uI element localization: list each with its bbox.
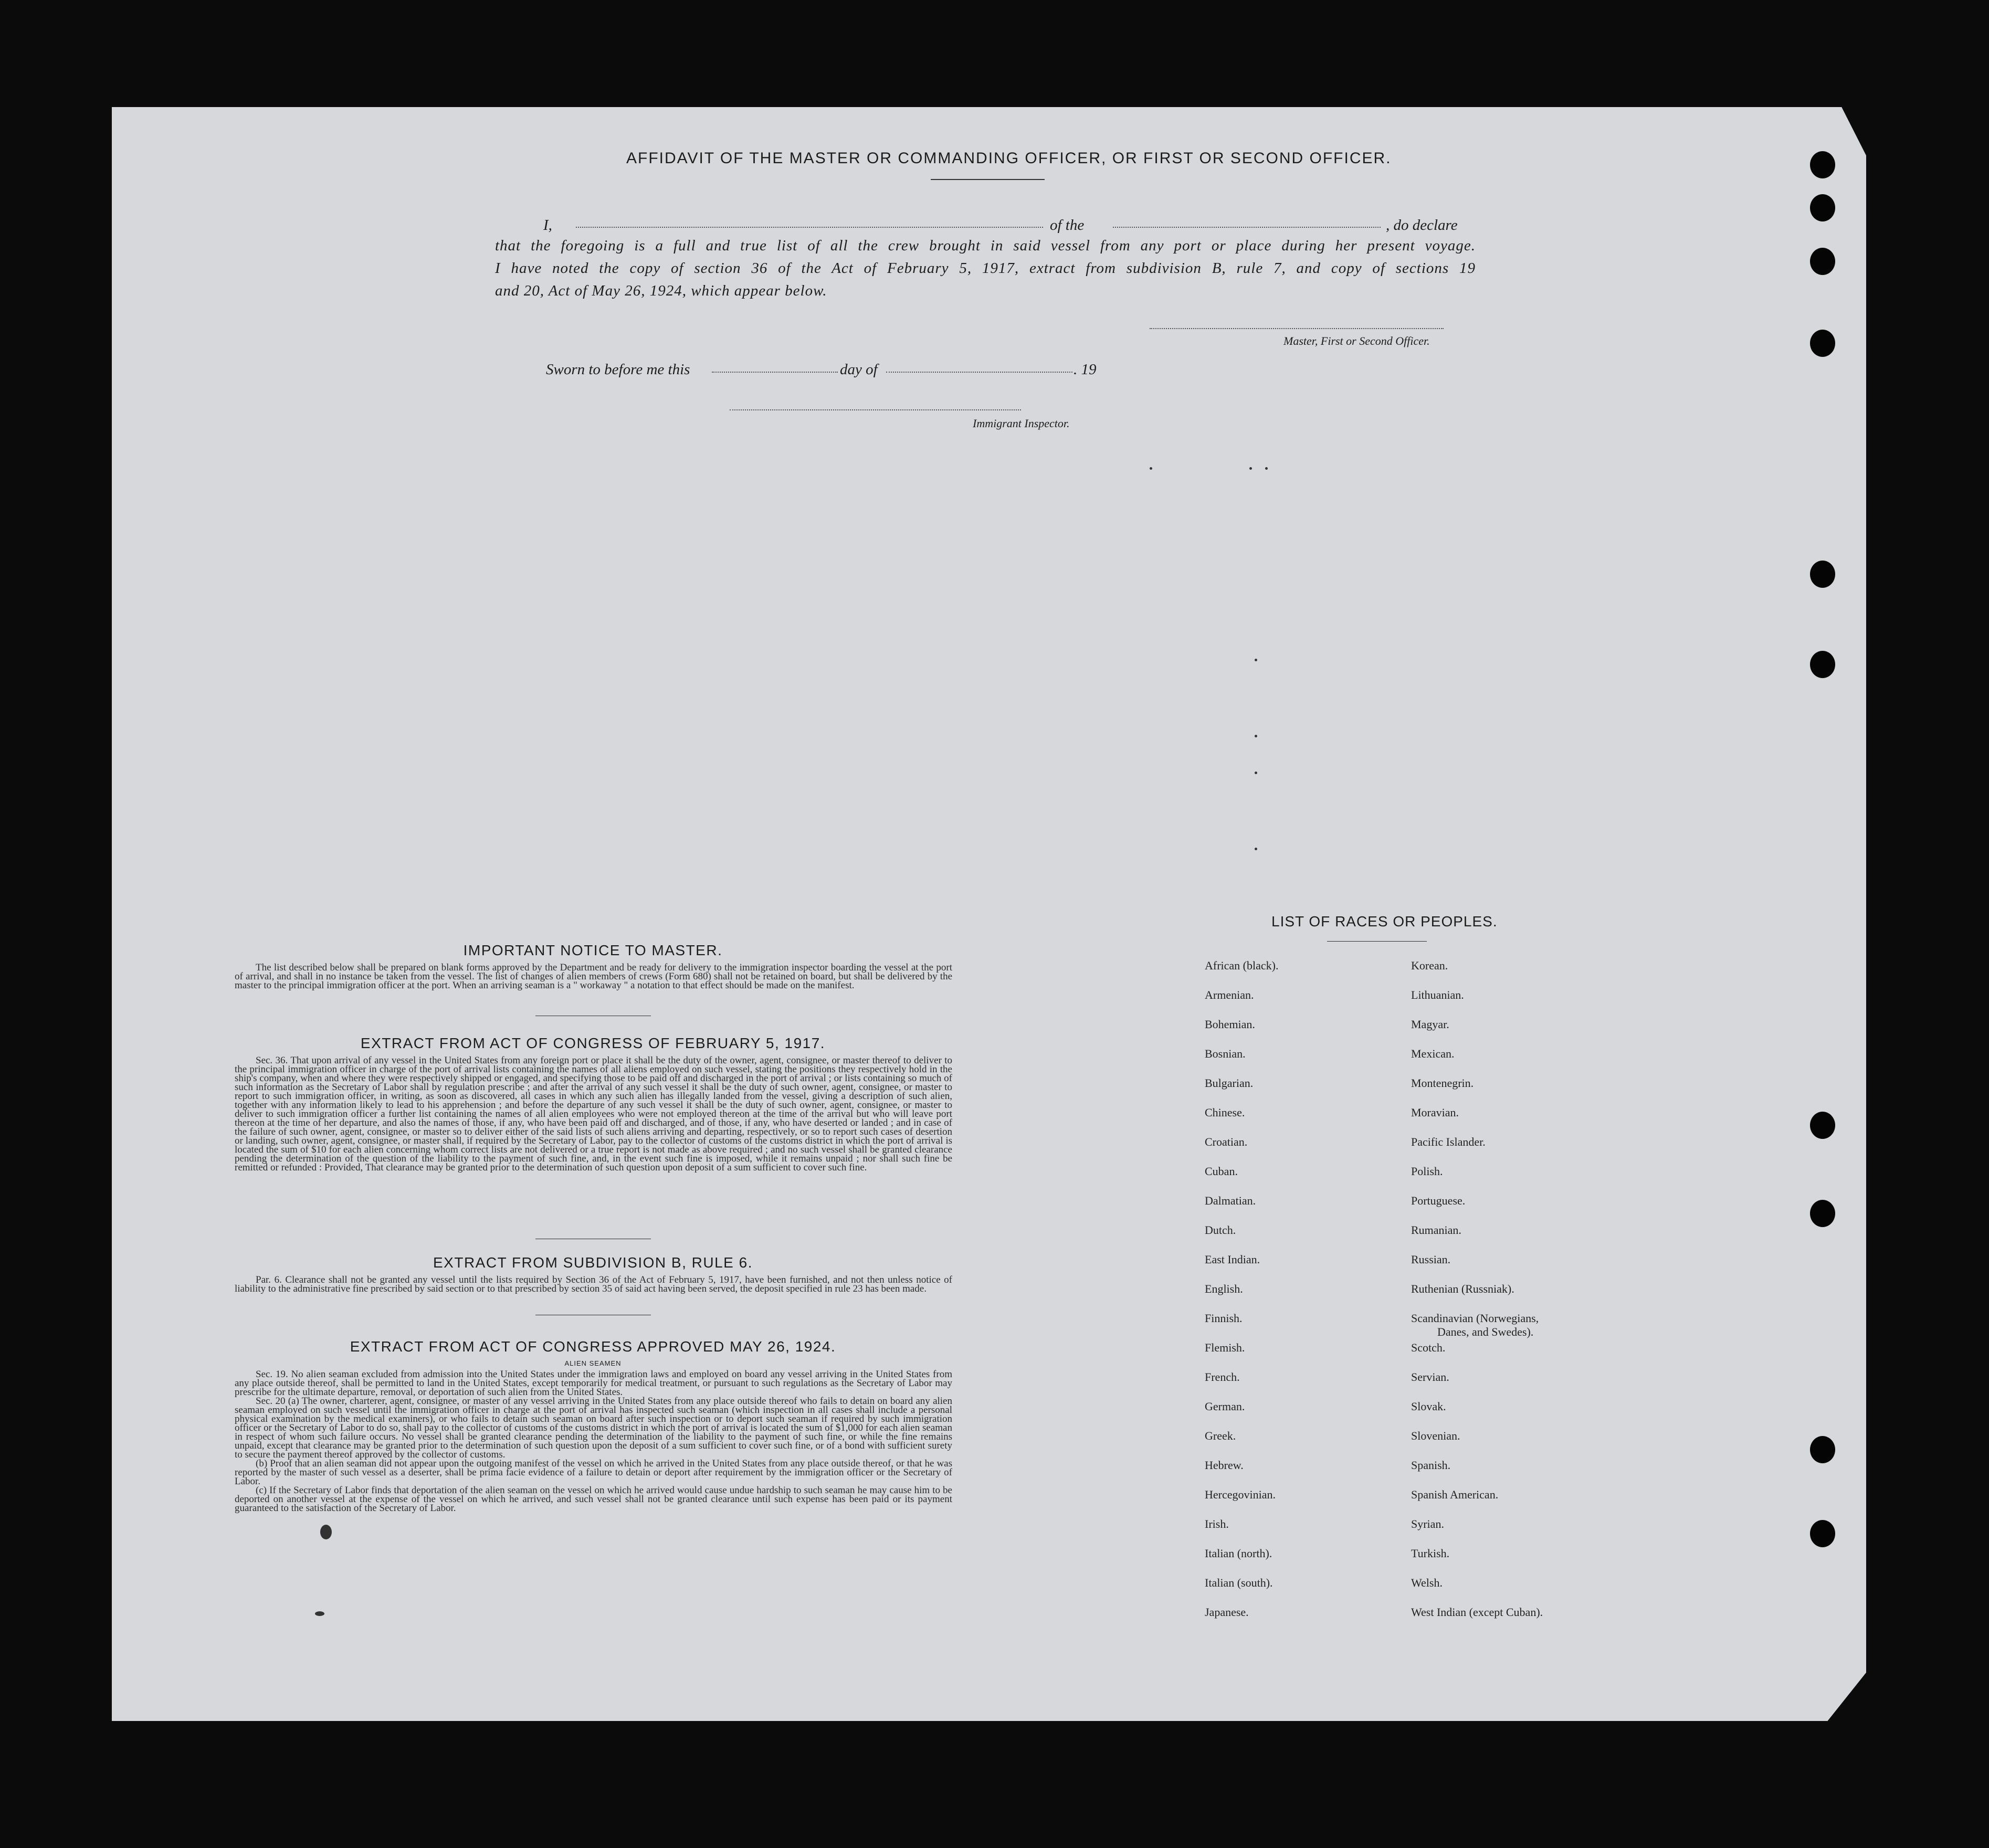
race-item: Hercegovinian. [1205,1488,1276,1501]
affidavit-declare: , do declare [1386,217,1458,234]
sworn-month-blank[interactable] [886,372,1072,373]
race-item: Magyar. [1411,1018,1449,1031]
sworn-day-of: day of [840,361,878,378]
notice-title: IMPORTANT NOTICE TO MASTER. [463,942,723,958]
race-item: Ruthenian (Russniak). [1411,1282,1514,1295]
punch-hole [1810,561,1835,588]
alien-seamen-caption: ALIEN SEAMEN [564,1359,622,1367]
race-item: African (black). [1205,959,1279,972]
ink-speck [1255,659,1257,661]
master-signature-label: Master, First or Second Officer. [1283,334,1430,347]
race-item: Scandinavian (Norwegians, [1411,1312,1539,1325]
ink-speck [315,1611,324,1616]
race-item: Bohemian. [1205,1018,1255,1031]
punch-hole [1810,1112,1835,1139]
notice-paragraph: The list described below shall be prepared on blank forms approved by the Department and be ready for delivery to the immigration inspector boarding the vessel at the port of arrival, and shall in no instance be taken from the vessel. The list of changes of alien members of crews (Form 680) shall not be retained on board, but shall be delivered by the master to the principal immigration officer at the port. When an arriving seaman is a " workaway " a notation to that effect should be made on the manifest. [235,963,952,991]
race-item: Montenegrin. [1411,1076,1474,1090]
ink-speck [1255,772,1257,774]
ink-speck [1150,467,1152,470]
race-item: Slovak. [1411,1400,1446,1413]
notice-text [235,963,952,1000]
sworn-year: . 19 [1074,361,1097,378]
extract-rule6-paragraph: Par. 6. Clearance shall not be granted any vessel until the lists required by Section 36 of the Act of February 5, 1917, have been furnished, and not then unless notice of liability to the administrative fine prescribed by said section or to that prescribed by section 35 of said act having been served, the deposit specified in rule 23 has been made. [235,1275,952,1294]
races-title-rule [1327,941,1427,942]
race-item: West Indian (except Cuban). [1411,1606,1543,1619]
inspector-signature-line[interactable] [730,409,1021,410]
race-item: English. [1205,1282,1243,1295]
punch-hole [1810,1520,1835,1547]
race-item: Spanish. [1411,1459,1451,1472]
race-item: East Indian. [1205,1253,1260,1266]
affidavit-line-3: I have noted the copy of section 36 of the Act of February 5, 1917, extract from subdivision B, rule 7, and copy of sections 19 [495,260,1476,277]
race-item: Chinese. [1205,1106,1245,1119]
race-item: Russian. [1411,1253,1451,1266]
race-item: Dalmatian. [1205,1194,1256,1207]
sec19-paragraph: Sec. 19. No alien seaman excluded from admission into the United States under the immigration laws and employed on board any vessel arriving in the United States from any place outside thereof, shall be permitted to land in the United States, except temporarily for medical treatment, or pursuant to such regulations as the Secretary of Labor may prescribe for the ultimate departure, removal, or deportation of such alien from the United States. [235,1370,952,1398]
race-item: Italian (south). [1205,1576,1273,1589]
race-item: Servian. [1411,1370,1449,1384]
race-item: Bosnian. [1205,1047,1246,1060]
race-item: Turkish. [1411,1547,1450,1560]
race-item: Croatian. [1205,1135,1248,1148]
race-item: Flemish. [1205,1341,1245,1354]
extract-1924-text [235,1370,952,1569]
extract-1924-title: EXTRACT FROM ACT OF CONGRESS APPROVED MAY 26, 1924. [350,1338,836,1355]
punch-hole [1810,1436,1835,1463]
sec20b-paragraph: (b) Proof that an alien seaman did not appear upon the outgoing manifest of the vessel on which he arrived in the United States from any place outside thereof, or that he was reported by the master of such vessel as a deserter, shall be prima facie evidence of a failure to detain or deport after requirement by the immigration officer or the Secretary of Labor. [235,1458,952,1487]
race-item: Finnish. [1205,1312,1243,1325]
affidavit-of-the: of the [1050,217,1085,234]
sec20c-paragraph: (c) If the Secretary of Labor finds that deportation of the alien seaman on the vessel on which he arrived would cause undue hardship to such seaman he may cause him to be deported on another vessel at the expense of the vessel on which he arrived, and such vessel shall not be granted clearance until such expense has been paid or its payment guaranteed to the satisfaction of the Secretary of Labor. [235,1485,952,1514]
inspector-label: Immigrant Inspector. [973,417,1070,430]
race-item: Moravian. [1411,1106,1459,1119]
extract-rule6-text [235,1275,952,1304]
name-blank[interactable] [576,227,1043,228]
extract-rule6-title: EXTRACT FROM SUBDIVISION B, RULE 6. [433,1254,753,1271]
ink-speck [1255,735,1257,737]
punch-hole [1810,1200,1835,1227]
affidavit-title: AFFIDAVIT OF THE MASTER OR COMMANDING OFFICER, OR FIRST OR SECOND OFFICER. [626,150,1392,167]
affidavit-i: I, [543,217,552,234]
race-item: French. [1205,1370,1240,1384]
affidavit-line-4: and 20, Act of May 26, 1924, which appear below. [495,282,827,299]
race-item: Korean. [1411,959,1448,972]
ink-speck [1249,467,1252,470]
race-item: Slovenian. [1411,1429,1460,1442]
punch-hole [1810,194,1835,221]
race-item: Scotch. [1411,1341,1446,1354]
extract-1917-text [235,1056,952,1234]
punch-hole [1810,151,1835,178]
race-item: German. [1205,1400,1245,1413]
race-item: Bulgarian. [1205,1076,1254,1090]
punch-hole [1810,248,1835,275]
race-item: Irish. [1205,1517,1229,1530]
sworn-day-blank[interactable] [712,372,838,373]
race-item: Lithuanian. [1411,988,1464,1001]
affidavit-title-rule [931,179,1045,180]
race-item: Japanese. [1205,1606,1249,1619]
race-item: Hebrew. [1205,1459,1244,1472]
race-item: Italian (north). [1205,1547,1272,1560]
race-item: Spanish American. [1411,1488,1499,1501]
race-item: Portuguese. [1411,1194,1466,1207]
race-item: Syrian. [1411,1517,1444,1530]
sec20a-paragraph: Sec. 20 (a) The owner, charterer, agent, consignee, or master of any vessel arriving in the United States from any place outside thereof who fails to detain on board any alien seaman employed on such vessel until the immigration officer in charge at the port of arrival has inspected such seaman (which inspection in all cases shall include a personal physical examination by the medical examiners), or who fails to detain such seaman on board after such inspection or to deport such seaman if required by such immigration officer or the Secretary of Labor to do so, shall pay to the collector of customs of the customs district in which the port of arrival is located the sum of $1,000 for each alien seaman in respect of whom such failure occurs. No vessel shall be granted clearance pending the determination of the liability to the payment of such fine, or while the fine remains unpaid, except that clearance may be granted prior to the determination of such question upon the deposit of a sum sufficient to cover such fine, or of a bond with sufficient surety to secure the payment thereof approved by the collector of customs. [235,1396,952,1460]
race-item: Rumanian. [1411,1223,1461,1237]
race-item: Cuban. [1205,1165,1238,1178]
extract-1917-paragraph: Sec. 36. That upon arrival of any vessel in the United States from any foreign port or place it shall be the duty of the owner, agent, consignee, or master thereof to deliver to the principal immigration officer in charge of the port of arrival lists containing the names of all aliens employed on such vessel, stating the positions they respectively hold in the ship's company, when and where they were respectively shipped or engaged, and specifying those to be paid off and discharged in the port of arrival ; or lists containing so much of such information as the Secretary of Labor shall by regulation prescribe ; and after the arrival of any such vessel it shall be the duty of such owner, agent, consignee, or master to report to such immigration officer, in writing, as soon as discovered, all cases in which any such alien has illegally landed from the vessel, giving a description of such alien, together with any information likely to lead to his apprehension ; and before the departure of any such vessel it shall be the duty of such owner, agent, consignee, or master to deliver to such immigration officer a further list containing the names of all alien employees who were not employed thereon at the time of the arrival but who will leave port thereon at the time of her departure, and also the names of those, if any, who have been paid off and discharged, and of those, if any, who have deserted or landed ; and in case of the failure of such owner, agent, consignee, or master so to deliver either of the said lists of such aliens arriving and departing, respectively, or so to report such cases of desertion or landing, such owner, agent, consignee, or master shall, if required by the Secretary of Labor, pay to the collector of customs of the customs district in which the port of arrival is located the sum of $10 for each alien concerning whom correct lists are not delivered or a true report is not made as above required ; and no such vessel shall be granted clearance pending the determination of the question of the liability to the payment of such fine, and, in the event such fine is imposed, while it remains unpaid ; nor shall such fine be remitted or refunded : Provided, That clearance may be granted prior to the determination of such question upon deposit of a sum sufficient to cover such fine. [235,1056,952,1173]
affidavit-line-2: that the foregoing is a full and true list of all the crew brought in said vessel from any port or place during her present voyage. [495,237,1476,254]
race-item: Mexican. [1411,1047,1455,1060]
race-item: Greek. [1205,1429,1236,1442]
master-signature-line[interactable] [1150,328,1444,329]
punch-hole [1810,651,1835,678]
sworn-prefix: Sworn to before me this [546,361,690,378]
vessel-blank[interactable] [1113,227,1381,228]
ink-speck [1265,467,1268,470]
race-item: Danes, and Swedes). [1437,1325,1534,1338]
ink-speck [1255,848,1257,850]
race-item: Pacific Islander. [1411,1135,1486,1148]
race-item: Polish. [1411,1165,1443,1178]
extract-1917-title: EXTRACT FROM ACT OF CONGRESS OF FEBRUARY 5, 1917. [360,1035,826,1051]
race-item: Armenian. [1205,988,1254,1001]
punch-hole [1810,330,1835,357]
race-item: Welsh. [1411,1576,1443,1589]
race-item: Dutch. [1205,1223,1236,1237]
races-title: LIST OF RACES OR PEOPLES. [1271,913,1498,930]
